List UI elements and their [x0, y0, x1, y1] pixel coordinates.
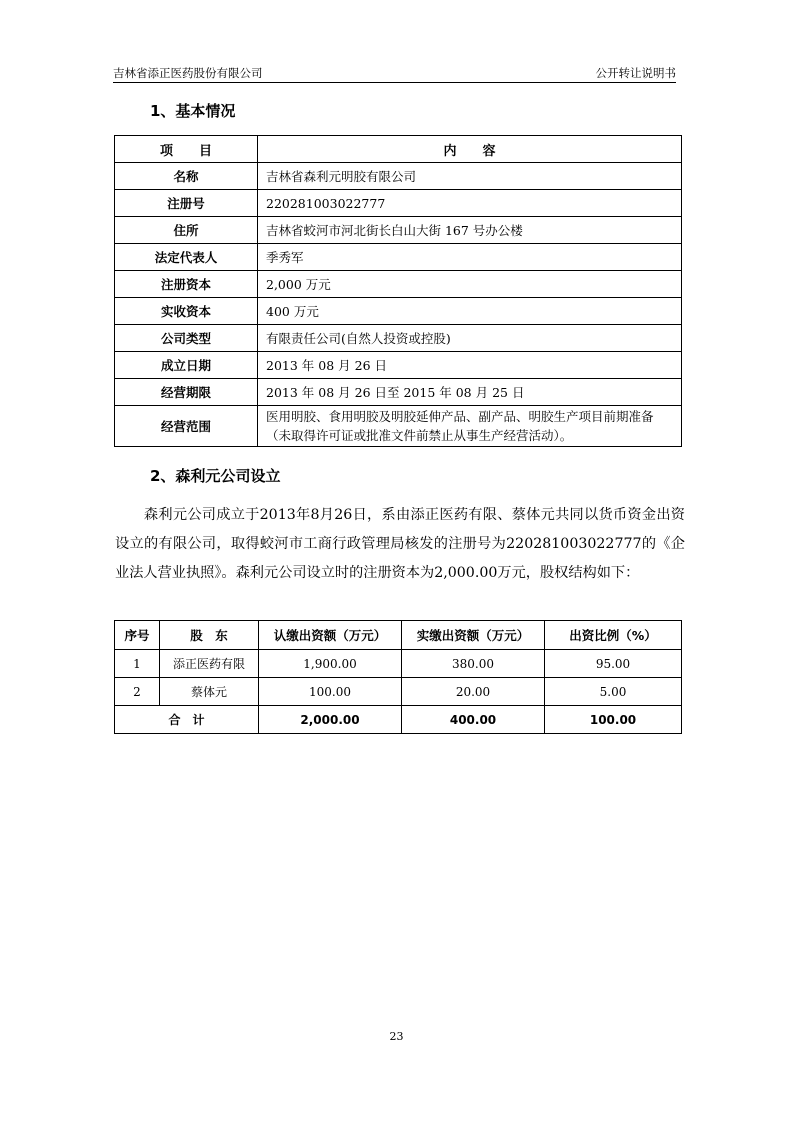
row-value: 400 万元	[258, 298, 682, 325]
row-value: 有限责任公司(自然人投资或控股)	[258, 325, 682, 352]
row-key: 经营期限	[115, 379, 258, 406]
table-row	[115, 406, 682, 447]
cell: 95.00	[545, 650, 682, 678]
section2-title: 2、森利元公司设立	[150, 467, 281, 485]
header-company: 吉林省添正医药股份有限公司	[113, 66, 263, 80]
basic-info-table	[114, 135, 682, 447]
body-paragraph: 森利元公司成立于2013年8月26日，系由添正医药有限、蔡体元共同以货币资金出资设立的有限公司，取得蛟河市工商行政管理局核发的注册号为220281003022777的《企业法人营业执照》。森利元公司设立时的注册资本为2,000.00万元，股权结构如下：	[115, 507, 685, 581]
col-content-header: 内 容	[258, 136, 682, 163]
section1-title: 1、基本情况	[150, 102, 236, 120]
table-row	[115, 678, 682, 706]
row-value: 季秀军	[258, 244, 682, 271]
row-value: 医用明胶、食用明胶及明胶延伸产品、副产品、明胶生产项目前期准备（未取得许可证或批准文件前禁止从事生产经营活动）。	[258, 406, 682, 447]
page-number: 23	[389, 1030, 404, 1043]
table-row	[115, 352, 682, 379]
row-key: 注册号	[115, 190, 258, 217]
table-row	[115, 190, 682, 217]
col-header: 出资比例（%）	[545, 621, 682, 650]
table-total-row	[115, 706, 682, 734]
total-subscribed: 2,000.00	[259, 706, 402, 734]
row-key: 经营范围	[115, 406, 258, 447]
total-paid: 400.00	[402, 706, 545, 734]
row-value: 2013 年 08 月 26 日	[258, 352, 682, 379]
cell: 20.00	[402, 678, 545, 706]
table-header-row	[115, 621, 682, 650]
row-value: 2,000 万元	[258, 271, 682, 298]
col-header: 认缴出资额（万元）	[259, 621, 402, 650]
header-doc-title: 公开转让说明书	[595, 66, 676, 80]
cell: 2	[115, 678, 160, 706]
cell: 添正医药有限	[160, 650, 259, 678]
table-header-row	[115, 136, 682, 163]
table-row	[115, 379, 682, 406]
table-row	[115, 298, 682, 325]
cell: 5.00	[545, 678, 682, 706]
col-header: 序号	[115, 621, 160, 650]
table-row	[115, 217, 682, 244]
cell: 蔡体元	[160, 678, 259, 706]
table-row	[115, 244, 682, 271]
page-header	[113, 64, 676, 83]
total-label: 合 计	[115, 706, 259, 734]
cell: 1,900.00	[259, 650, 402, 678]
row-value: 吉林省蛟河市河北街长白山大街 167 号办公楼	[258, 217, 682, 244]
table-row	[115, 271, 682, 298]
row-value: 2013 年 08 月 26 日至 2015 年 08 月 25 日	[258, 379, 682, 406]
col-header: 实缴出资额（万元）	[402, 621, 545, 650]
cell: 1	[115, 650, 160, 678]
total-ratio: 100.00	[545, 706, 682, 734]
table-row	[115, 325, 682, 352]
table-row	[115, 650, 682, 678]
row-key: 住所	[115, 217, 258, 244]
col-header: 股 东	[160, 621, 259, 650]
row-key: 公司类型	[115, 325, 258, 352]
row-key: 名称	[115, 163, 258, 190]
cell: 100.00	[259, 678, 402, 706]
row-key: 成立日期	[115, 352, 258, 379]
row-value: 吉林省森利元明胶有限公司	[258, 163, 682, 190]
equity-structure-table	[114, 620, 682, 734]
row-key: 法定代表人	[115, 244, 258, 271]
row-key: 注册资本	[115, 271, 258, 298]
cell: 380.00	[402, 650, 545, 678]
col-item-header: 项 目	[115, 136, 258, 163]
row-value: 220281003022777	[258, 190, 682, 217]
row-key: 实收资本	[115, 298, 258, 325]
table-row	[115, 163, 682, 190]
